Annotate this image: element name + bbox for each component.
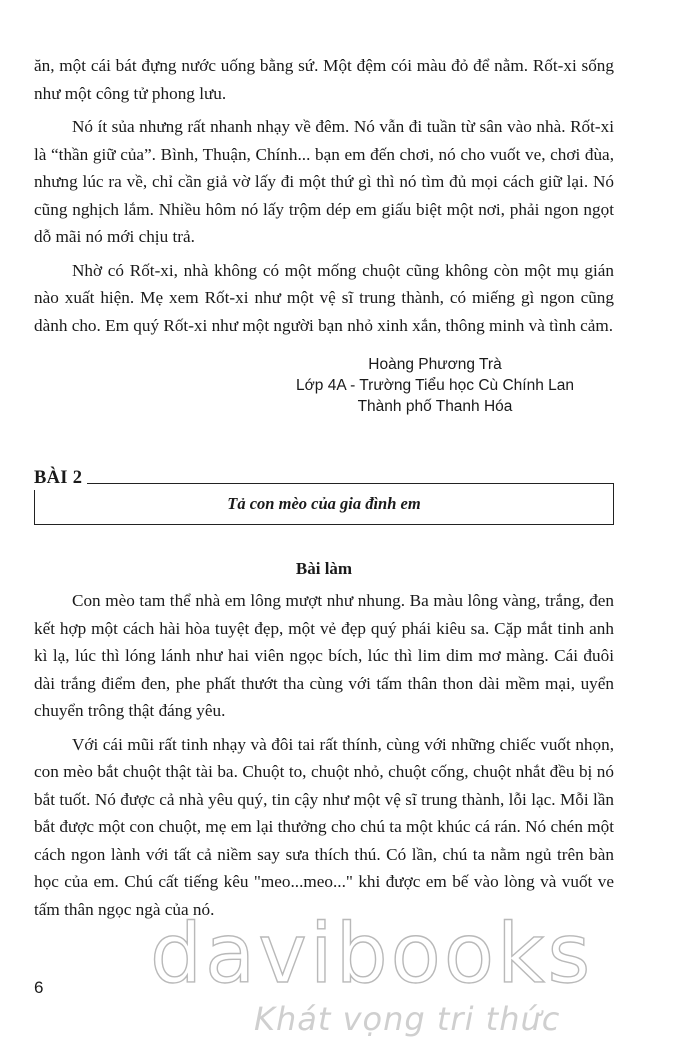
paragraph: Nó ít sủa nhưng rất nhanh nhạy về đêm. Nó vẫn đi tuần từ sân vào nhà. Rốt-xi là “thần giữ của”. Bình, Thuận, Chính... bạn em đến chơi, nó cho vuốt ve, chơi đùa, nhưng lúc ra về, chỉ cần giả vờ lấy đi một thứ gì thì nó tìm đủ mọi cách giữ lại. Nó cũng nghịch lắm. Nhiều hôm nó lấy trộm dép em giấu biệt một nơi, phải ngon ngọt dỗ mãi nó mới chịu trả.	[34, 117, 614, 246]
paragraph: Con mèo tam thể nhà em lông mượt như nhung. Ba màu lông vàng, trắng, đen kết hợp một cách hài hòa tuyệt đẹp, một vẻ đẹp quý phái kiêu sa. Cặp mắt tinh anh kì lạ, lúc thì lóng lánh như hai viên ngọc bích, lúc thì lim dim mơ màng. Cái đuôi dài trắng điểm đen, phe phất thướt tha cùng với tấm thân thon dài mềm mại, uyển chuyển trông thật đáng yêu.	[34, 591, 614, 720]
author-school: Lớp 4A - Trường Tiểu học Cù Chính Lan	[295, 377, 574, 394]
watermark-slogan: Khát vọng tri thức	[254, 1000, 561, 1038]
body-text-essay	[34, 587, 614, 929]
section-title: Tả con mèo của gia đình em	[227, 494, 421, 513]
page-number: 6	[34, 978, 44, 997]
paragraph: ăn, một cái bát đựng nước uống bằng sứ. Một đệm cói màu đỏ để nằm. Rốt-xi sống như một công tử phong lưu.	[34, 56, 614, 103]
author-signature	[255, 354, 615, 417]
author-city: Thành phố Thanh Hóa	[357, 398, 513, 415]
section-title-box	[34, 483, 614, 525]
body-text-top	[34, 52, 614, 345]
paragraph: Với cái mũi rất tinh nhạy và đôi tai rất thính, cùng với những chiếc vuốt nhọn, con mèo bắt chuột thật tài ba. Chuột to, chuột nhỏ, chuột cống, chuột nhắt đều bị nó bắt tuốt. Nó được cả nhà yêu quý, tin cậy như một vệ sĩ trung thành, lỗi lạc. Mỗi lần bắt được một con chuột, mẹ em lại thưởng cho chú ta một khúc cá rán. Nó chén một cách ngon lành với tất cả niềm say sưa thích thú. Có lần, chú ta nằm ngủ trên bàn học của em. Chú cất tiếng kêu "meo...meo..." khi được em bế vào lòng và vuốt ve tấm thân ngọc ngà của nó.	[34, 734, 614, 919]
watermark	[150, 907, 594, 1040]
author-name: Hoàng Phương Trà	[368, 356, 502, 373]
section-label: BÀI 2	[34, 468, 83, 488]
watermark-brand: davibooks	[150, 907, 594, 1002]
paragraph: Nhờ có Rốt-xi, nhà không có một mống chuột cũng không còn một mụ gián nào xuất hiện. Mẹ xem Rốt-xi như một vệ sĩ trung thành, có miếng gì ngon cũng dành cho. Em quý Rốt-xi như một người bạn nhỏ xinh xắn, thông minh và tình cảm.	[34, 260, 614, 335]
essay-heading: Bài làm	[295, 559, 353, 578]
